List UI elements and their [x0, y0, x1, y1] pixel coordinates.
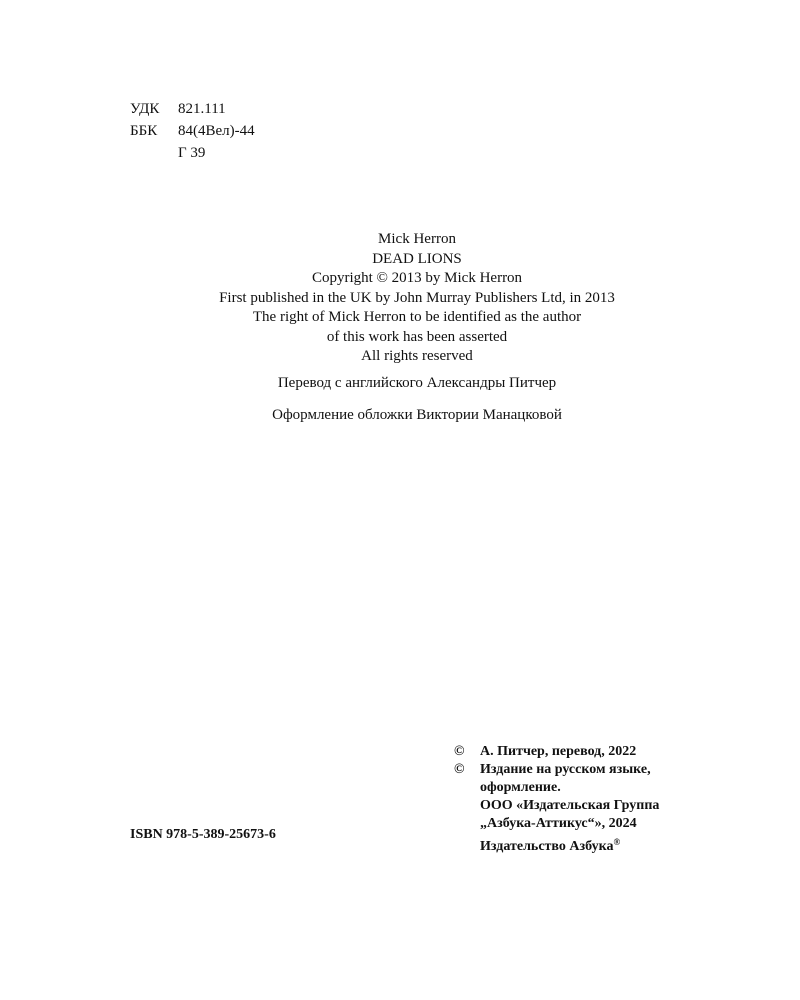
first-published: First published in the UK by John Murray Publishers Ltd, in 2013: [219, 289, 615, 306]
copyright-symbol: ©: [454, 744, 465, 759]
cover-design-credit: Оформление обложки Виктории Манацковой: [272, 407, 562, 423]
original-author: Mick Herron: [378, 231, 456, 247]
moral-rights-line-1: The right of Mick Herron to be identified as the author: [252, 309, 582, 325]
original-title: DEAD LIONS: [372, 250, 462, 267]
registered-mark: ®: [613, 837, 621, 847]
translation-credit: Перевод с английского Александры Питчер: [277, 375, 557, 391]
bbk-row: [130, 120, 255, 142]
moral-rights-line-2: of this work has been asserted: [326, 328, 508, 345]
publisher-line-1: ООО «Издательская Группа: [480, 798, 660, 813]
author-mark: Г 39: [178, 145, 206, 161]
original-copyright: Copyright © 2013 by Mick Herron: [311, 270, 523, 286]
bbk-value: 84(4Вел)-44: [178, 123, 255, 139]
edition-line-2: оформление.: [480, 780, 561, 795]
all-rights-reserved: All rights reserved: [361, 348, 473, 364]
edition-copyright: [454, 761, 659, 779]
udk-label: УДК: [130, 101, 160, 117]
isbn: ISBN 978-5-389-25673-6: [130, 827, 276, 842]
imprint: [454, 833, 659, 856]
translation-copyright: [454, 743, 659, 761]
translation-copyright-text: А. Питчер, перевод, 2022: [480, 744, 637, 759]
udk-value: 821.111: [178, 101, 226, 117]
udk-row: [130, 98, 255, 120]
publisher-line-2: „Азбука-Аттикус“», 2024: [480, 816, 637, 831]
original-credits: [0, 230, 800, 367]
bbk-label: ББК: [130, 123, 158, 139]
copyright-symbol: ©: [454, 762, 465, 777]
edition-line-1: Издание на русском языке,: [480, 762, 651, 777]
imprint-name: Издательство Азбука: [480, 839, 614, 854]
copyright-notices: [454, 743, 659, 856]
classification-block: [130, 98, 255, 164]
